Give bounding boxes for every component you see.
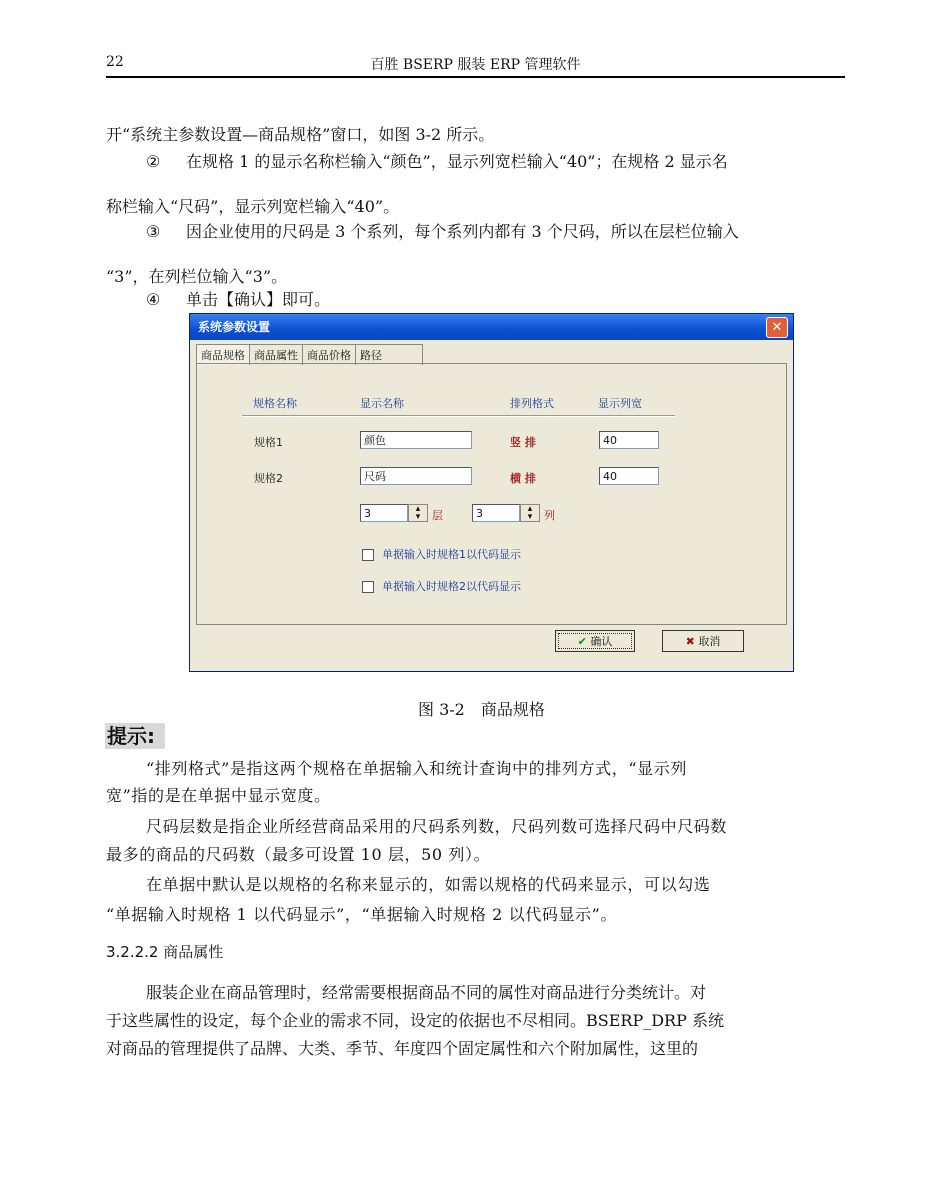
- running-title: 百胜 BSERP 服装 ERP 管理软件: [370, 57, 581, 73]
- tip-heading: 提示:: [105, 723, 165, 749]
- tip-paragraph-2-cont: 最多的商品的尺码数（最多可设置 10 层，50 列）。: [106, 845, 491, 864]
- step-number: ③: [146, 222, 161, 241]
- step-number: ②: [146, 152, 161, 171]
- spec2-label: 规格2: [254, 472, 283, 485]
- columns-label: 列: [544, 509, 555, 522]
- cancel-label: 取消: [698, 635, 721, 648]
- layers-label: 层: [432, 509, 443, 522]
- step-number: ④: [146, 290, 161, 309]
- spec2-format-toggle[interactable]: 横 排: [510, 472, 536, 485]
- tip-paragraph-1-cont: 宽”指的是在单据中显示宽度。: [106, 786, 331, 805]
- dialog-title: 系统参数设置: [198, 320, 271, 334]
- tip-paragraph-2: 尺码层数是指企业所经营商品采用的尺码系列数，尺码列数可选择尺码中尺码数: [146, 817, 728, 836]
- checkbox-spec2-code[interactable]: [362, 578, 521, 594]
- section-heading: 3.2.2.2 商品属性: [106, 943, 224, 961]
- spec-panel: [196, 363, 787, 625]
- step-3-continued: “3”，在列栏位输入“3”。: [106, 267, 288, 286]
- layers-spinner[interactable]: ▴ ▾: [408, 504, 428, 522]
- step-text: 单击【确认】即可。: [186, 290, 331, 309]
- spec2-display-input[interactable]: 尺码: [360, 467, 472, 485]
- tab-bar: [196, 344, 422, 364]
- check-icon: ✔: [577, 635, 587, 648]
- spec1-format-toggle[interactable]: 竖 排: [510, 436, 536, 449]
- tab-path[interactable]: 路径: [355, 344, 423, 365]
- intro-line: 开“系统主参数设置—商品规格”窗口，如图 3-2 所示。: [106, 125, 495, 144]
- col-header-spec-name: 规格名称: [253, 397, 297, 410]
- checkbox-label: 单据输入时规格2以代码显示: [382, 580, 521, 593]
- step-2: [146, 151, 846, 173]
- dialog-titlebar: [190, 314, 793, 340]
- confirm-button[interactable]: [555, 630, 635, 652]
- columns-spinner[interactable]: ▴ ▾: [520, 504, 540, 522]
- tab-product-price[interactable]: 商品价格: [302, 344, 356, 365]
- layers-input[interactable]: 3: [360, 504, 408, 522]
- step-text: 因企业使用的尺码是 3 个系列，每个系列内都有 3 个尺码，所以在层栏位输入: [186, 222, 739, 241]
- system-parameters-dialog: [189, 313, 794, 672]
- tip-paragraph-3-cont: “单据输入时规格 1 以代码显示”，“单据输入时规格 2 以代码显示”。: [106, 905, 618, 924]
- step-3: [146, 221, 846, 243]
- step-4: [146, 289, 330, 311]
- spec2-width-input[interactable]: 40: [599, 467, 659, 485]
- page-number: 22: [106, 54, 124, 70]
- step-text: 在规格 1 的显示名称栏输入“颜色”，显示列宽栏输入“40”；在规格 2 显示名: [186, 152, 728, 171]
- col-header-width: 显示列宽: [598, 397, 642, 410]
- section-line-3: 对商品的管理提供了品牌、大类、季节、年度四个固定属性和六个附加属性，这里的: [106, 1039, 699, 1058]
- checkbox-spec1-code[interactable]: [362, 546, 521, 562]
- figure-caption: 图 3-2 商品规格: [418, 700, 545, 719]
- checkbox-icon[interactable]: [362, 581, 374, 593]
- tip-paragraph-1: “排列格式”是指这两个规格在单据输入和统计查询中的排列方式，“显示列: [146, 759, 687, 778]
- cancel-button[interactable]: [662, 630, 744, 652]
- page-header: [106, 52, 845, 78]
- confirm-label: 确认: [590, 635, 613, 648]
- spec1-width-input[interactable]: 40: [599, 431, 659, 449]
- spec1-display-input[interactable]: 颜色: [360, 431, 472, 449]
- spec1-label: 规格1: [254, 436, 283, 449]
- tab-product-spec[interactable]: 商品规格: [196, 344, 250, 365]
- col-header-display-name: 显示名称: [360, 397, 404, 410]
- checkbox-label: 单据输入时规格1以代码显示: [382, 548, 521, 561]
- section-line-2: 于这些属性的设定，每个企业的需求不同，设定的依据也不尽相同。BSERP_DRP 系统: [106, 1011, 724, 1030]
- checkbox-icon[interactable]: [362, 549, 374, 561]
- close-icon[interactable]: ✕: [766, 317, 788, 338]
- step-2-continued: 称栏输入“尺码”，显示列宽栏输入“40”。: [106, 197, 400, 216]
- cross-icon: ✖: [685, 635, 695, 648]
- columns-input[interactable]: 3: [472, 504, 520, 522]
- section-line-1: 服装企业在商品管理时，经常需要根据商品不同的属性对商品进行分类统计。对: [146, 983, 707, 1002]
- tip-paragraph-3: 在单据中默认是以规格的名称来显示的，如需以规格的代码来显示，可以勾选: [146, 875, 711, 894]
- header-divider: [242, 415, 675, 417]
- col-header-format: 排列格式: [510, 397, 554, 410]
- tab-product-attr[interactable]: 商品属性: [249, 344, 303, 365]
